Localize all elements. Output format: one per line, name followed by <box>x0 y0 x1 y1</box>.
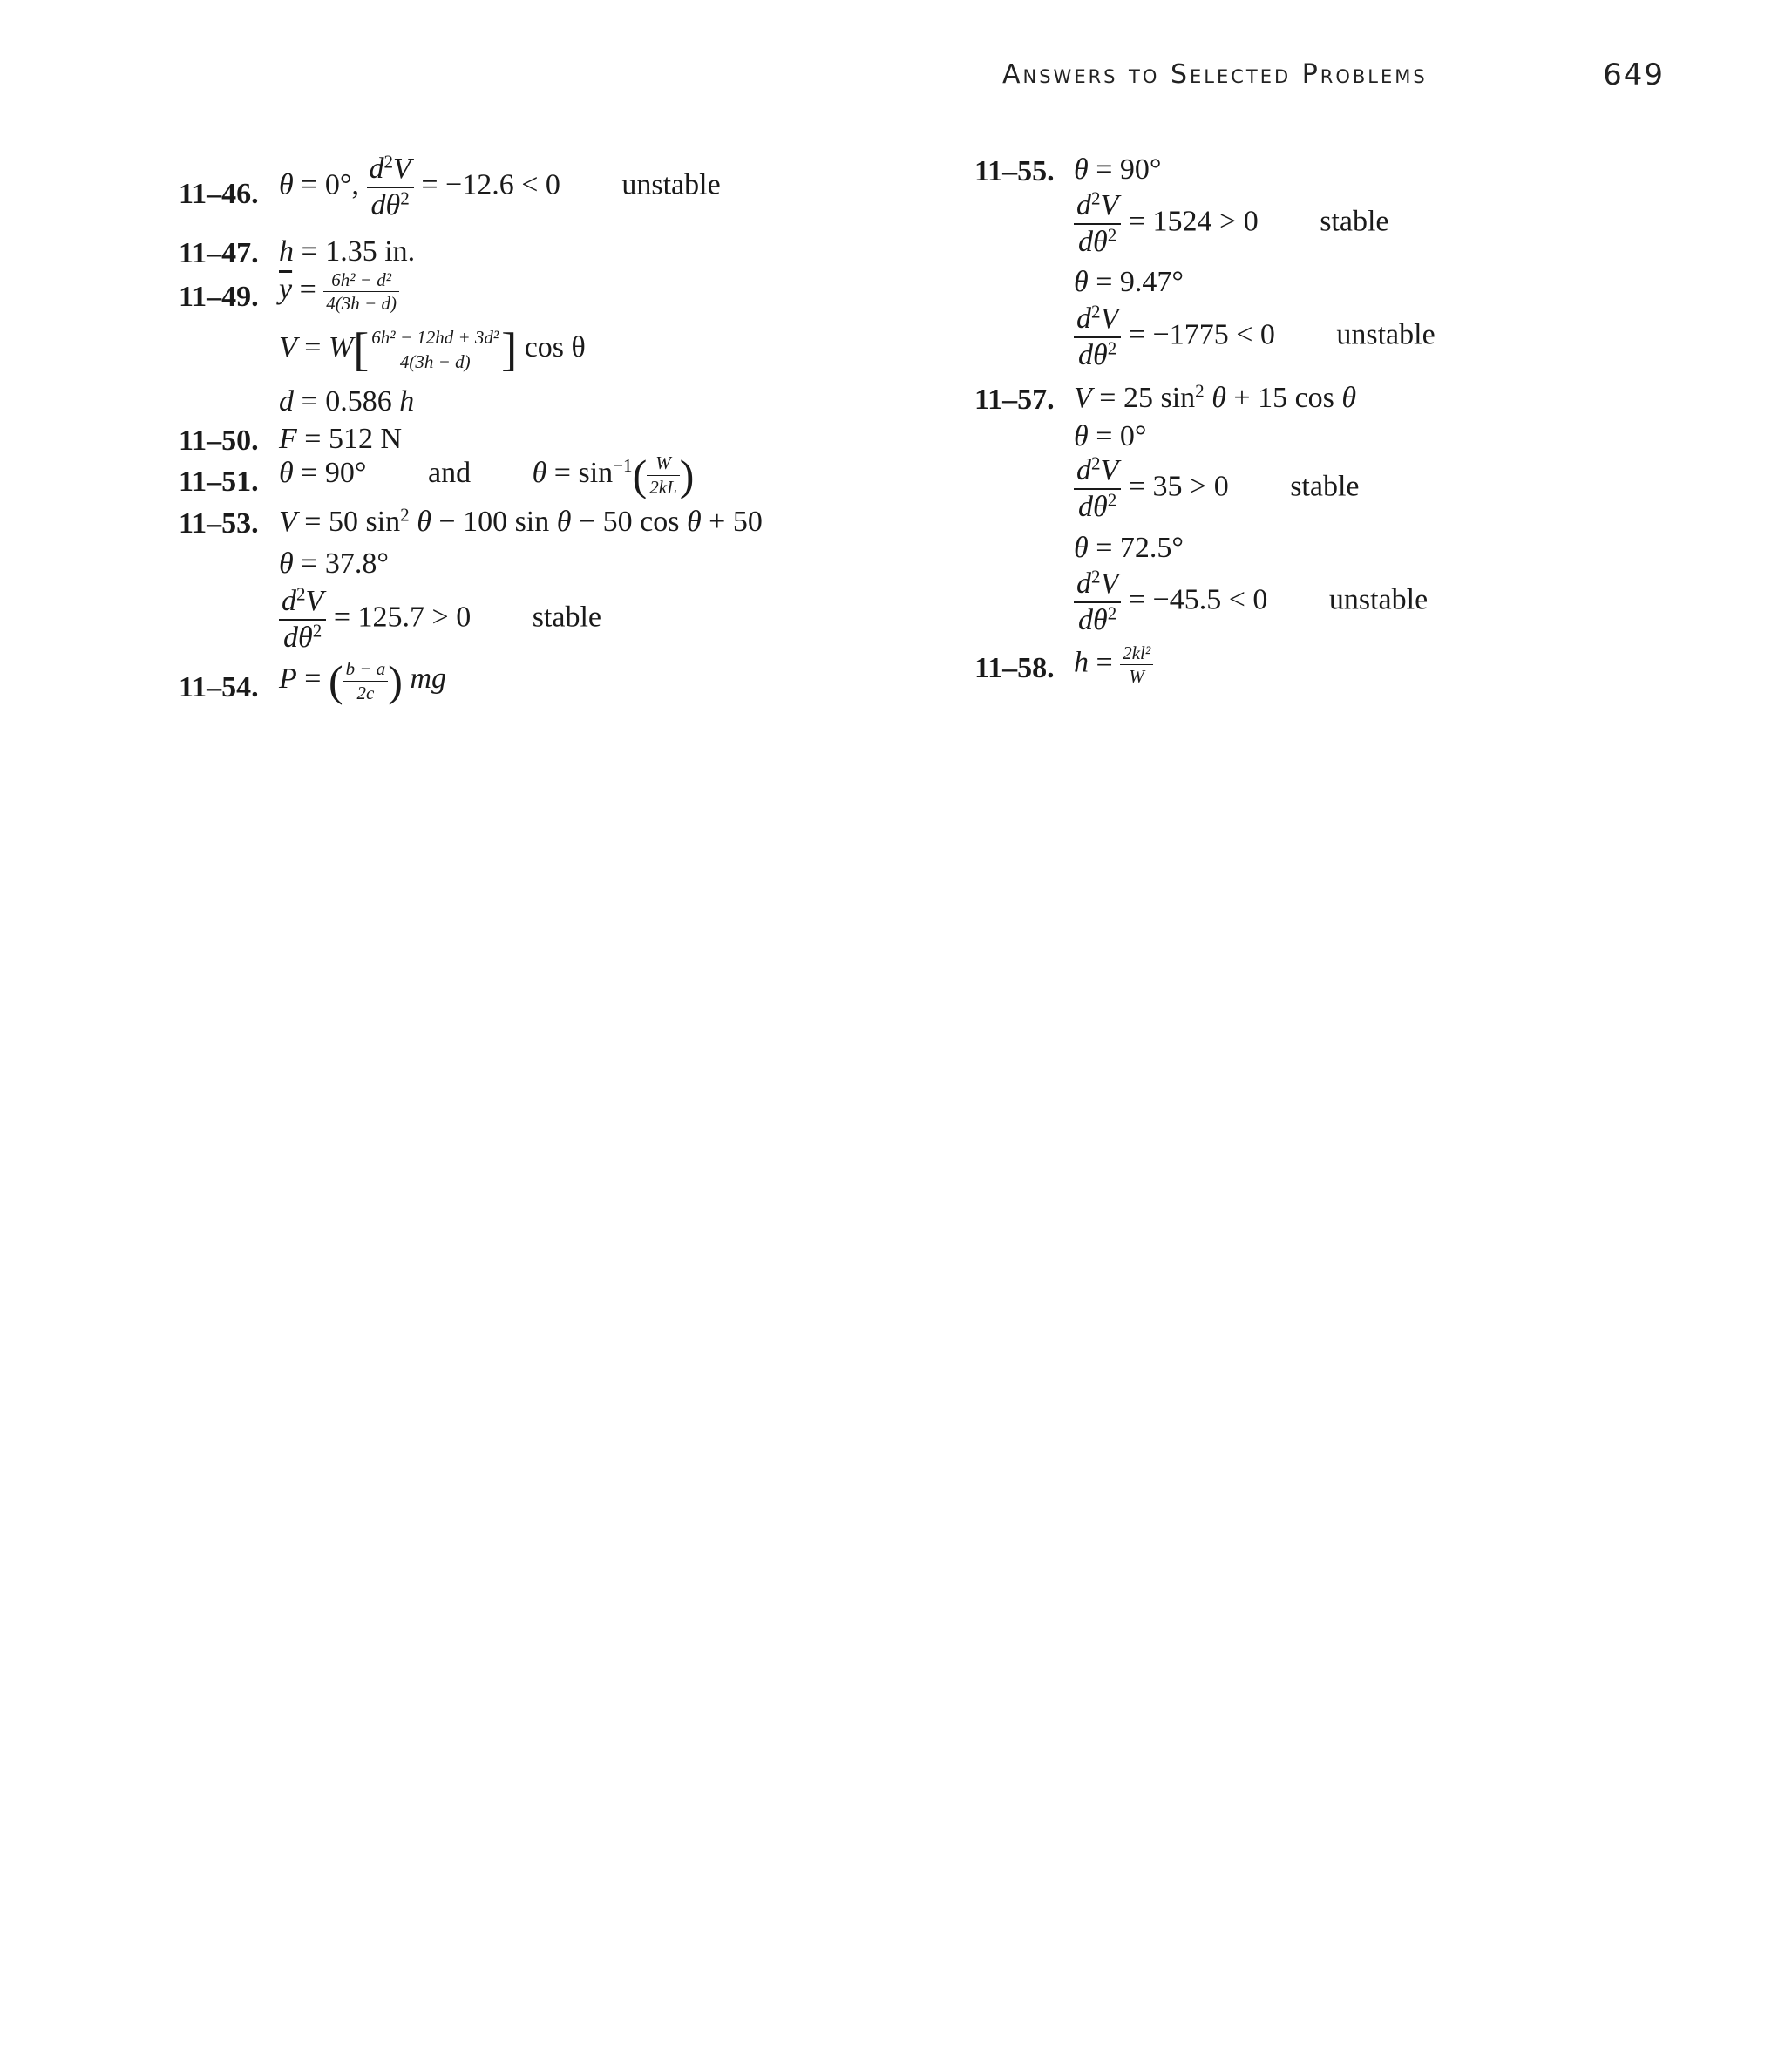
problem-number: 11–49. <box>179 281 259 313</box>
problem-number: 11–47. <box>179 237 259 269</box>
answer-value: 1.35 in. <box>325 235 416 268</box>
problem-number: 11–50. <box>179 425 259 457</box>
answer-11-47: h = 1.35 in. <box>279 235 416 268</box>
stability-label: unstable <box>621 168 721 201</box>
fraction-denominator: 2c <box>356 682 375 703</box>
answer-value: −12.6 < 0 <box>445 168 560 201</box>
answer-value: 37.8° <box>324 547 389 580</box>
problem-number: 11–54. <box>179 671 259 703</box>
answer-value: mg <box>410 662 447 695</box>
answer-11-49-centroid: $\overline{y}$ = $\frac{\text{6h² − d²}}{4(3h - d)}$ <box>279 270 399 313</box>
answer-11-58: h = $\frac{\text{2kl²}}{W}$ <box>1074 643 1153 686</box>
answer-value: 512 N <box>328 423 403 455</box>
stability-label: unstable <box>1328 583 1429 616</box>
answer-11-57-stability2: $\frac{d^2V}{d\theta^2}$ = −45.5 < 0 unstable <box>1074 568 1428 635</box>
fraction-denominator: W <box>1129 666 1144 688</box>
second-derivative-fraction: $\frac{d^2V}{d\theta^2}$ <box>1074 455 1121 522</box>
answer-11-57-theta2: θ = 72.5° <box>1074 532 1184 564</box>
answer-11-53-potential: V = 50 $\sin^2 \theta - 100$ sin θ − 50 cos θ + 50 <box>279 504 763 538</box>
problem-number: 11–53. <box>179 507 259 540</box>
answer-value: 9.47° <box>1119 266 1184 298</box>
centroid-fraction <box>323 270 399 313</box>
fraction-denominator: 4(3h − d) <box>326 293 397 315</box>
stability-label: unstable <box>1336 318 1435 351</box>
answer-11-53-theta: θ = 37.8° <box>279 547 389 580</box>
answer-11-50: F = 512 N <box>279 423 403 455</box>
answer-11-57-theta1: θ = 0° <box>1074 420 1147 452</box>
fraction-numerator: 6h² − d² <box>323 270 399 292</box>
problem-number: 11–55. <box>974 155 1055 187</box>
fraction-numerator: b − a <box>343 659 389 681</box>
answer-value: cos θ <box>524 330 586 363</box>
answer-value: 72.5° <box>1119 532 1184 564</box>
force-fraction <box>343 659 389 702</box>
running-header <box>1002 59 1665 103</box>
problem-number: 11–57. <box>974 384 1055 416</box>
answer-11-57-stability1: $\frac{d^2V}{d\theta^2}$ = 35 > 0 stable <box>1074 455 1360 522</box>
height-fraction <box>1120 643 1153 686</box>
answer-value: 0° <box>1119 420 1147 452</box>
answer-11-46: θ = 0°, $\frac{d^2V}{d\theta^2}$ = −12.6 < 0 unstable <box>279 151 721 221</box>
answer-value: 90° <box>324 456 367 489</box>
page-number: 649 <box>1603 58 1665 92</box>
second-derivative-fraction: $\frac{d^2V}{d\theta^2}$ <box>367 153 414 221</box>
answer-11-55-theta1: θ = 90° <box>1074 153 1162 186</box>
connector-word: and <box>428 456 472 489</box>
stability-label: stable <box>532 601 602 634</box>
fraction-numerator: W <box>647 453 680 475</box>
answer-11-55-theta2: θ = 9.47° <box>1074 266 1184 298</box>
answer-11-54: P = ( $\frac{b - a}{2c}$ ) mg <box>279 656 447 705</box>
answer-value: 0°, <box>324 168 359 201</box>
answer-11-53-stability: $\frac{d^2V}{d\theta^2}$ = 125.7 > 0 stable <box>279 586 601 653</box>
stability-label: stable <box>1290 470 1360 503</box>
second-derivative-fraction: $\frac{d^2V}{d\theta^2}$ <box>1074 568 1121 635</box>
answer-value: 0.586 <box>325 385 392 418</box>
answer-value: 125.7 > 0 <box>357 601 472 634</box>
answer-11-55-stability2: $\frac{d^2V}{d\theta^2}$ = −1775 < 0 unstable <box>1074 303 1435 370</box>
problem-number: 11–46. <box>179 178 259 210</box>
answer-value: −45.5 < 0 <box>1152 583 1268 616</box>
potential-fraction <box>369 328 501 370</box>
second-derivative-fraction: $\frac{d^2V}{d\theta^2}$ <box>1074 190 1121 257</box>
fraction-numerator: 2kl² <box>1120 643 1153 665</box>
answer-11-51: θ = 90° and $\theta = \sin^{-1}$( $\frac{W}{2kL}$ ) <box>279 451 695 499</box>
header-title: Answers to Selected Problems <box>1002 59 1428 90</box>
answer-11-57-potential: V = 25 $\sin^2 \theta + 15$ cos θ <box>1074 380 1357 414</box>
answer-11-49-d: d = 0.586 h <box>279 385 415 418</box>
answer-value: −1775 < 0 <box>1152 318 1275 351</box>
stability-label: stable <box>1320 205 1389 238</box>
second-derivative-fraction: $\frac{d^2V}{d\theta^2}$ <box>279 586 326 653</box>
second-derivative-fraction: $\frac{d^2V}{d\theta^2}$ <box>1074 303 1121 370</box>
answer-11-55-stability1: $\frac{d^2V}{d\theta^2}$ = 1524 > 0 stable <box>1074 190 1389 257</box>
answer-value: 90° <box>1119 153 1162 186</box>
fraction-numerator: 6h² − 12hd + 3d² <box>369 328 501 350</box>
problem-number: 11–58. <box>974 652 1055 684</box>
answer-value: 35 > 0 <box>1152 470 1229 503</box>
fraction-denominator: 2kL <box>649 476 677 498</box>
answer-11-49-potential: V = W[ $\frac{\text{6h² − 12hd + 3d²}}{4(3h - d)}$ ] cos θ <box>279 323 586 376</box>
arcsine-fraction <box>647 453 680 496</box>
problem-number: 11–51. <box>179 465 259 498</box>
fraction-denominator: 4(3h − d) <box>399 350 471 372</box>
answer-value: 1524 > 0 <box>1152 205 1259 238</box>
